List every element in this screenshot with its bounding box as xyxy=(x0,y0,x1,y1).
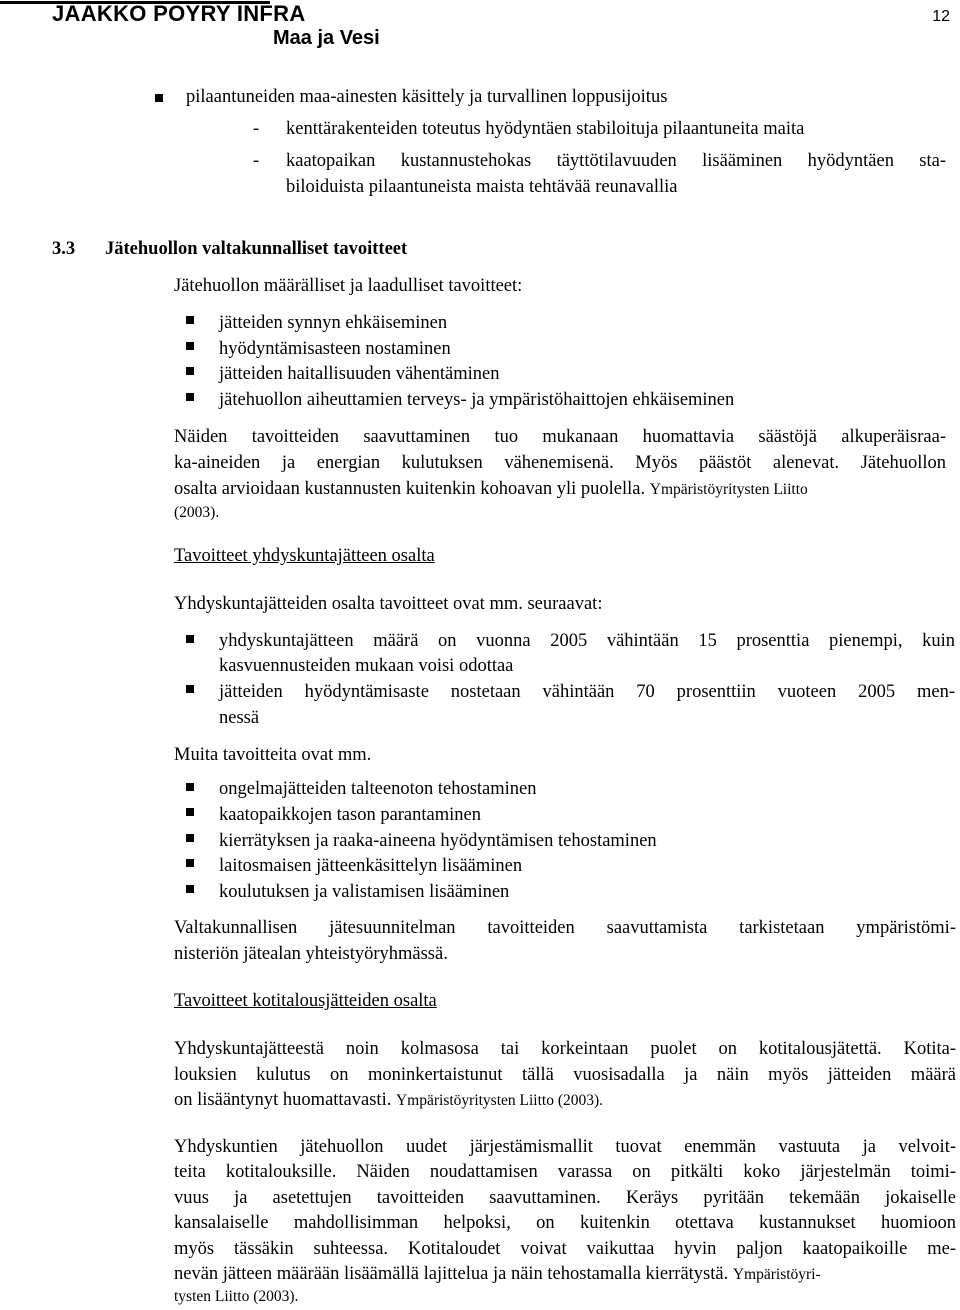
subheading: Tavoitteet yhdyskuntajätteen osalta xyxy=(174,546,435,566)
paragraph-text: nevän jätteen määrään lisäämällä lajittelua ja näin tehostamalla kierrätystä. xyxy=(174,1264,729,1284)
list-item: kaatopaikan kustannustehokas täyttötilavuuden lisääminen hyödyntäen sta- xyxy=(286,151,946,171)
list-item: pilaantuneiden maa-ainesten käsittely ja turvallinen loppusijoitus xyxy=(186,87,668,107)
paragraph-text: osalta arvioidaan kustannusten kuitenkin kohoavan yli puolella. xyxy=(174,479,646,499)
subheading: Tavoitteet kotitalousjätteiden osalta xyxy=(174,991,437,1011)
bullet-square-icon xyxy=(155,94,163,102)
bullet-square-icon xyxy=(186,834,194,842)
list-item: biloiduista pilaantuneista maista tehtävää reunavallia xyxy=(286,177,678,197)
paragraph-line: Näiden tavoitteiden saavuttaminen tuo mukanaan huomattavia säästöjä alkuperäisraa- xyxy=(174,427,946,447)
paragraph-line: kansalaiselle mahdollisimman helpoksi, on kuitenkin otettava kustannukset huomioon xyxy=(174,1213,956,1233)
paragraph-line: Yhdyskuntien jätehuollon uudet järjestämismallit tuovat enemmän vastuuta ja velvoit- xyxy=(174,1137,956,1157)
paragraph-line: vuus ja asetettujen tavoitteiden saavuttaminen. Keräys pyritään tekemään jokaiselle xyxy=(174,1188,956,1208)
list-item: jätteiden synnyn ehkäiseminen xyxy=(219,313,448,333)
list-item: kasvuennusteiden mukaan voisi odottaa xyxy=(219,656,514,676)
citation: Ympäristöyritysten Liitto (2003). xyxy=(395,1092,604,1109)
list-item: koulutuksen ja valistamisen lisääminen xyxy=(219,882,510,902)
list-item: nessä xyxy=(219,708,260,728)
paragraph-line: Yhdyskuntajätteiden osalta tavoitteet ovat mm. seuraavat: xyxy=(174,594,603,614)
bullet-square-icon xyxy=(186,342,194,350)
list-item: kaatopaikkojen tason parantaminen xyxy=(219,805,481,825)
paragraph-line xyxy=(174,476,808,503)
list-item: ongelmajätteiden talteenoton tehostaminen xyxy=(219,779,537,799)
paragraph-line: ka-aineiden ja energian kulutuksen vähenemisenä. Myös päästöt alenevat. Jätehuollon xyxy=(174,453,946,473)
paragraph-line: Yhdyskuntajätteestä noin kolmasosa tai korkeintaan puolet on kotitalousjätettä. Kotita- xyxy=(174,1039,956,1059)
citation: Ympäristöyritysten Liitto xyxy=(649,481,808,498)
list-item: jätteiden hyödyntämisaste nostetaan vähintään 70 prosenttiin vuoteen 2005 men- xyxy=(219,682,955,702)
dash-marker: - xyxy=(253,151,260,171)
paragraph-text: on lisääntynyt huomattavasti. xyxy=(174,1090,392,1110)
section-title: Jätehuollon valtakunnalliset tavoitteet xyxy=(105,239,408,259)
bullet-square-icon xyxy=(186,685,194,693)
paragraph-line: louksien kulutus on moninkertaistunut tällä vuosisadalla ja näin myös jätteiden määrä xyxy=(174,1065,956,1085)
bullet-square-icon xyxy=(186,885,194,893)
bullet-square-icon xyxy=(186,808,194,816)
bullet-square-icon xyxy=(186,635,194,643)
paragraph-line: Muita tavoitteita ovat mm. xyxy=(174,745,372,765)
citation: tysten Liitto (2003). xyxy=(174,1288,299,1305)
section-intro: Jätehuollon määrälliset ja laadulliset tavoitteet: xyxy=(174,276,523,296)
company-logo-name: JAAKKO PÖYRY INFRA xyxy=(52,1,306,26)
page-header xyxy=(0,0,960,52)
bullet-square-icon xyxy=(186,316,194,324)
paragraph-line xyxy=(174,1087,603,1114)
list-item: kierrätyksen ja raaka-aineena hyödyntämisen tehostaminen xyxy=(219,831,657,851)
page-number: 12 xyxy=(932,8,950,25)
section-number: 3.3 xyxy=(52,239,76,259)
paragraph-line: myös tässäkin suhteessa. Kotitaloudet voivat vaikuttaa hyvin paljon kaatopaikoille me- xyxy=(174,1239,956,1259)
dash-marker: - xyxy=(253,119,260,139)
paragraph-line: Valtakunnallisen jätesuunnitelman tavoitteiden saavuttamista tarkistetaan ympäristömi- xyxy=(174,918,956,938)
list-item: hyödyntämisasteen nostaminen xyxy=(219,339,451,359)
list-item: jätehuollon aiheuttamien terveys- ja ympäristöhaittojen ehkäiseminen xyxy=(219,390,735,410)
citation: Ympäristöyri- xyxy=(732,1266,821,1283)
bullet-square-icon xyxy=(186,783,194,791)
company-logo-division: Maa ja Vesi xyxy=(273,27,380,49)
bullet-square-icon xyxy=(186,367,194,375)
citation: (2003). xyxy=(174,504,220,521)
paragraph-line: nisteriön jätealan yhteistyöryhmässä. xyxy=(174,944,448,964)
bullet-square-icon xyxy=(186,859,194,867)
list-item: jätteiden haitallisuuden vähentäminen xyxy=(219,364,500,384)
list-item: laitosmaisen jätteenkäsittelyn lisääminen xyxy=(219,856,523,876)
list-item: yhdyskuntajätteen määrä on vuonna 2005 vähintään 15 prosenttia pienempi, kuin xyxy=(219,631,955,651)
paragraph-line: teita kotitalouksille. Näiden noudattamisen varassa on pitkälti koko järjestelmän toimi- xyxy=(174,1162,956,1182)
bullet-square-icon xyxy=(186,393,194,401)
list-item: kenttärakenteiden toteutus hyödyntäen stabiloituja pilaantuneita maita xyxy=(286,119,805,139)
